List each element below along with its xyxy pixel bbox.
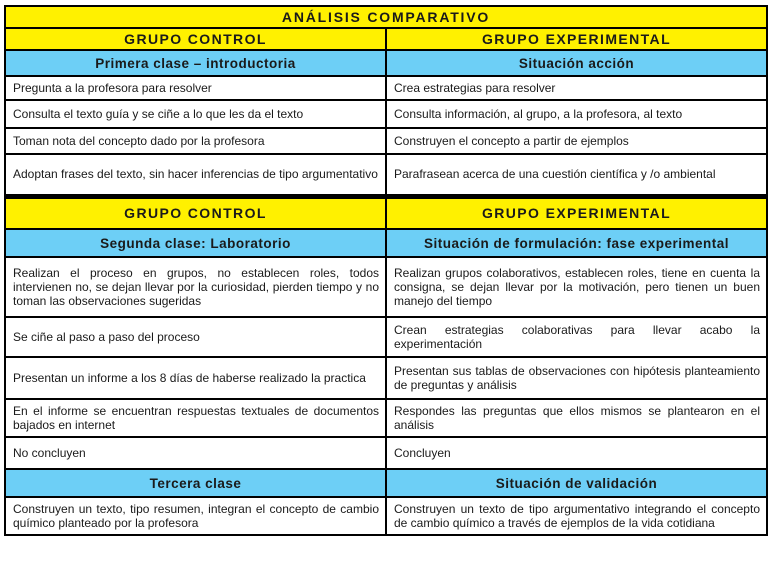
table-row bbox=[5, 128, 767, 154]
group-header-row-1 bbox=[5, 28, 767, 50]
phase-header-row-2 bbox=[5, 229, 767, 257]
header-grupo-control-1: GRUPO CONTROL bbox=[5, 28, 386, 50]
experimental-cell: Realizan grupos colaborativos, establecen roles, tiene en cuenta la consigna, se dejan llevar por la motivación, pero tienen un buen manejo del tiempo bbox=[386, 257, 767, 317]
table-row bbox=[5, 100, 767, 128]
experimental-cell: Parafrasean acerca de una cuestión científica y /o ambiental bbox=[386, 154, 767, 196]
control-cell: No concluyen bbox=[5, 437, 386, 469]
table-row bbox=[5, 76, 767, 100]
experimental-cell: Respondes las preguntas que ellos mismos se plantearon en el análisis bbox=[386, 399, 767, 437]
experimental-cell: Crean estrategias colaborativas para llevar acabo la experimentación bbox=[386, 317, 767, 357]
table-title-row bbox=[5, 6, 767, 28]
phase-header-row-1 bbox=[5, 50, 767, 76]
control-cell: Se ciñe al paso a paso del proceso bbox=[5, 317, 386, 357]
experimental-cell: Crea estrategias para resolver bbox=[386, 76, 767, 100]
table-row bbox=[5, 399, 767, 437]
phase-header-segunda-clase: Segunda clase: Laboratorio bbox=[5, 229, 386, 257]
table-row bbox=[5, 154, 767, 196]
control-cell: Adoptan frases del texto, sin hacer inferencias de tipo argumentativo bbox=[5, 154, 386, 196]
phase-header-situacion-validacion: Situación de validación bbox=[386, 469, 767, 497]
phase-header-row-3 bbox=[5, 469, 767, 497]
table-row bbox=[5, 437, 767, 469]
control-cell: Consulta el texto guía y se ciñe a lo que les da el texto bbox=[5, 100, 386, 128]
control-cell: Toman nota del concepto dado por la profesora bbox=[5, 128, 386, 154]
phase-header-primera-clase: Primera clase – introductoria bbox=[5, 50, 386, 76]
experimental-cell: Consulta información, al grupo, a la profesora, al texto bbox=[386, 100, 767, 128]
header-grupo-experimental-2: GRUPO EXPERIMENTAL bbox=[386, 196, 767, 229]
experimental-cell: Construyen un texto de tipo argumentativo integrando el concepto de cambio químico a través de ejemplos de la vida cotidiana bbox=[386, 497, 767, 535]
control-cell: En el informe se encuentran respuestas textuales de documentos bajados en internet bbox=[5, 399, 386, 437]
experimental-cell: Construyen el concepto a partir de ejemplos bbox=[386, 128, 767, 154]
experimental-cell: Presentan sus tablas de observaciones con hipótesis planteamiento de preguntas y análisis bbox=[386, 357, 767, 399]
control-cell: Construyen un texto, tipo resumen, integran el concepto de cambio químico planteado por la profesora bbox=[5, 497, 386, 535]
page-title: ANÁLISIS COMPARATIVO bbox=[5, 6, 767, 28]
group-header-row-2 bbox=[5, 196, 767, 229]
control-cell: Presentan un informe a los 8 días de haberse realizado la practica bbox=[5, 357, 386, 399]
phase-header-situacion-formulacion: Situación de formulación: fase experimental bbox=[386, 229, 767, 257]
table-row bbox=[5, 497, 767, 535]
experimental-cell: Concluyen bbox=[386, 437, 767, 469]
phase-header-situacion-accion: Situación acción bbox=[386, 50, 767, 76]
table-row bbox=[5, 257, 767, 317]
table-row bbox=[5, 317, 767, 357]
comparative-table bbox=[4, 5, 768, 536]
control-cell: Pregunta a la profesora para resolver bbox=[5, 76, 386, 100]
control-cell: Realizan el proceso en grupos, no establecen roles, todos intervienen no, se dejan llevar por la curiosidad, pierden tiempo y no toman las observaciones sugeridas bbox=[5, 257, 386, 317]
header-grupo-experimental-1: GRUPO EXPERIMENTAL bbox=[386, 28, 767, 50]
table-row bbox=[5, 357, 767, 399]
header-grupo-control-2: GRUPO CONTROL bbox=[5, 196, 386, 229]
phase-header-tercera-clase: Tercera clase bbox=[5, 469, 386, 497]
